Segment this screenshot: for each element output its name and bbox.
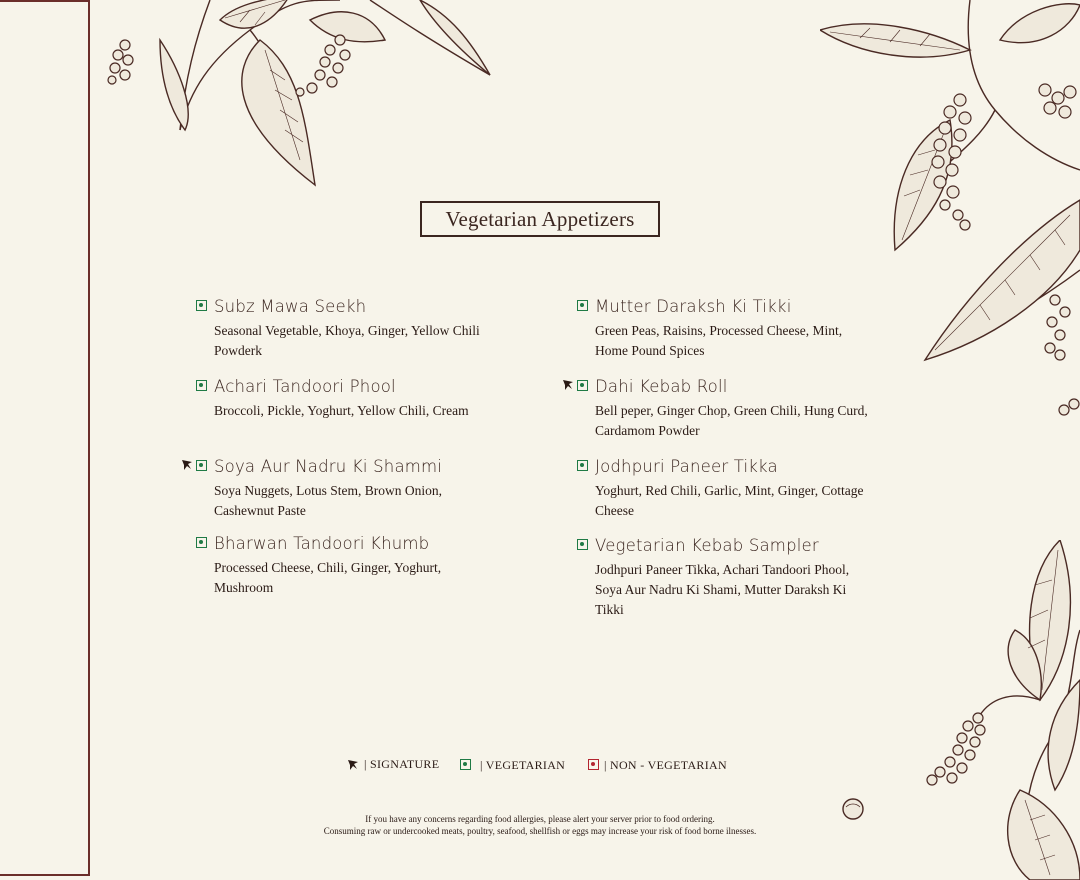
legend-non-vegetarian-label: | NON - VEGETARIAN	[604, 758, 727, 772]
menu-item-name: Dahi Kebab Roll	[595, 377, 728, 396]
allergy-notice: If you have any concerns regarding food allergies, please alert your server prior to food ordering.	[365, 814, 715, 824]
side-panel	[0, 0, 90, 876]
menu-item-name: Subz Mawa Seekh	[214, 297, 367, 316]
menu-item-name: Bharwan Tandoori Khumb	[214, 534, 430, 553]
signature-icon	[562, 379, 574, 391]
menu-item-description: Bell peper, Ginger Chop, Green Chili, Hung Curd, Cardamom Powder	[595, 403, 868, 438]
menu-item-name: Mutter Daraksh Ki Tikki	[595, 297, 792, 316]
menu-item-description: Jodhpuri Paneer Tikka, Achari Tandoori Phool, Soya Aur Nadru Ki Shami, Mutter Daraksh Ki Tikki	[595, 562, 850, 617]
legend-signature-label: | SIGNATURE	[364, 757, 440, 771]
legend-signature-icon	[347, 759, 359, 771]
vegetarian-icon	[196, 460, 207, 471]
menu-item	[577, 457, 867, 521]
legend-vegetarian-icon	[460, 759, 471, 770]
menu-item-description: Green Peas, Raisins, Processed Cheese, Mint, Home Pound Spices	[595, 323, 843, 358]
section-title-text: Vegetarian Appetizers	[445, 206, 635, 231]
pepper-vine-illustration-bottom-right	[920, 540, 1080, 880]
vegetarian-icon	[577, 460, 588, 471]
vegetarian-icon	[196, 300, 207, 311]
menu-item	[196, 377, 486, 421]
menu-item-description: Yoghurt, Red Chili, Garlic, Mint, Ginger, Cottage Cheese	[595, 483, 864, 518]
menu-item-name: Jodhpuri Paneer Tikka	[595, 457, 778, 476]
menu-item-name: Achari Tandoori Phool	[214, 377, 396, 396]
menu-item-description: Broccoli, Pickle, Yoghurt, Yellow Chili, Cream	[214, 403, 469, 418]
signature-icon	[181, 459, 193, 471]
vegetarian-icon	[196, 380, 207, 391]
section-title	[420, 201, 660, 237]
vegetarian-icon	[577, 380, 588, 391]
peppercorn-illustration	[841, 797, 867, 821]
pepper-vine-illustration-top-left	[100, 0, 500, 190]
menu-item-description: Soya Nuggets, Lotus Stem, Brown Onion, Cashewnut Paste	[214, 483, 442, 518]
menu-item	[196, 297, 486, 361]
menu-item	[196, 534, 486, 598]
raw-food-warning: Consuming raw or undercooked meats, poultry, seafood, shellfish or eggs may increase your risk of food borne ilnesses.	[323, 826, 757, 836]
menu-item	[196, 457, 486, 521]
menu-item	[577, 377, 867, 441]
menu-item	[577, 297, 867, 361]
menu-item-description: Processed Cheese, Chili, Ginger, Yoghurt, Mushroom	[214, 560, 442, 595]
menu-item	[577, 536, 867, 620]
menu-item-name: Vegetarian Kebab Sampler	[595, 536, 819, 555]
legend-vegetarian-label: | VEGETARIAN	[480, 758, 566, 772]
menu-item-description: Seasonal Vegetable, Khoya, Ginger, Yellow Chili Powderk	[214, 323, 480, 358]
vegetarian-icon	[577, 539, 588, 550]
menu-item-name: Soya Aur Nadru Ki Shammi	[214, 457, 443, 476]
vegetarian-icon	[196, 537, 207, 548]
legend-non-vegetarian-icon	[588, 759, 599, 770]
vegetarian-icon	[577, 300, 588, 311]
